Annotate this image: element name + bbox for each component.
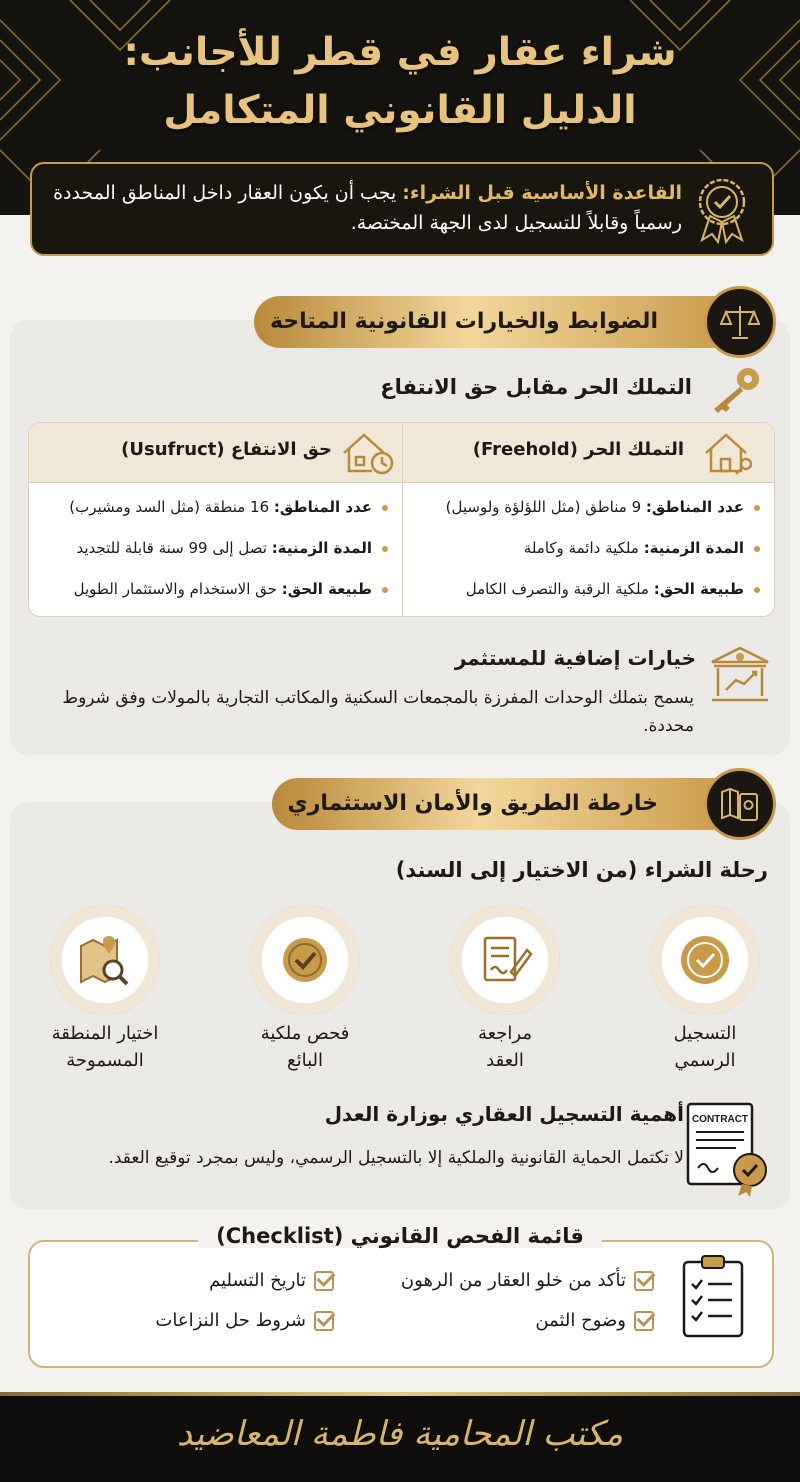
- map-search-icon: [77, 932, 133, 988]
- step-contract-review: [450, 905, 560, 1015]
- journey-title: رحلة الشراء (من الاختيار إلى السند): [395, 858, 768, 882]
- basic-rule-body: يجب أن يكون العقار داخل المناطق المحددة رسمياً وقابلاً للتسجيل لدى الجهة المختصة.: [53, 182, 682, 234]
- section-title-legal-options: الضوابط والخيارات القانونية المتاحة: [254, 296, 736, 348]
- freehold-row: طبيعة الحق: ملكية الرقبة والتصرف الكامل: [466, 580, 760, 598]
- checklist-item[interactable]: شروط حل النزاعات: [155, 1310, 334, 1331]
- checklist-item[interactable]: تأكد من خلو العقار من الرهون: [401, 1270, 654, 1291]
- checklist-item[interactable]: وضوح الثمن: [535, 1310, 654, 1331]
- checklist-title: قائمة الفحص القانوني (Checklist): [0, 1224, 800, 1248]
- usufruct-column: [29, 423, 402, 617]
- freehold-header: [401, 423, 774, 483]
- badge-check-icon: [692, 176, 752, 244]
- extra-options-title: خيارات إضافية للمستثمر: [454, 646, 696, 670]
- scales-icon: [720, 302, 760, 342]
- step-label: اختيار المنطقة المسموحة: [51, 1023, 159, 1071]
- house-clock-icon: [342, 431, 394, 475]
- checkbox-checked-icon[interactable]: [634, 1271, 654, 1291]
- checklist-item[interactable]: تاريخ التسليم: [209, 1270, 334, 1291]
- step-label: التسجيل الرسمي: [673, 1023, 737, 1071]
- freehold-heading: التملك الحر (Freehold): [472, 439, 684, 460]
- contract-word: CONTRACT: [691, 1114, 749, 1125]
- checkbox-checked-icon[interactable]: [634, 1311, 654, 1331]
- subtitle-freehold-vs-usufruct: التملك الحر مقابل حق الانتفاع: [380, 375, 692, 399]
- extra-options-text: يسمح بتملك الوحدات المفرزة بالمجمعات السكنية والمكاتب التجارية بالمولات وفق شروط محددة.: [62, 688, 694, 736]
- checkbox-checked-icon[interactable]: [314, 1311, 334, 1331]
- footer-divider: [0, 1392, 800, 1396]
- document-pen-icon: [477, 932, 533, 988]
- clipboard-icon: [680, 1252, 746, 1340]
- page-title-line2: الدليل القانوني المتكامل: [163, 88, 637, 133]
- registration-text: لا تكتمل الحماية القانونية والملكية إلا بالتسجيل الرسمي، وليس بمجرد توقيع العقد.: [108, 1148, 684, 1168]
- checkbox-checked-icon[interactable]: [314, 1271, 334, 1291]
- checklist-box: [28, 1240, 774, 1368]
- usufruct-row: طبيعة الحق: حق الاستخدام والاستثمار الطويل: [74, 580, 388, 598]
- freehold-row: المدة الزمنية: ملكية دائمة وكاملة: [524, 539, 760, 557]
- usufruct-heading: حق الانتفاع (Usufruct): [121, 439, 332, 460]
- freehold-row: عدد المناطق: 9 مناطق (مثل اللؤلؤة ولوسيل): [446, 498, 760, 516]
- step-official-registration: [650, 905, 760, 1015]
- section-icon-circle: [704, 286, 776, 358]
- comparison-table: [28, 422, 775, 617]
- usufruct-header: [29, 423, 402, 483]
- footer: [0, 1392, 800, 1482]
- page-title-line1: شراء عقار في قطر للأجانب:: [123, 30, 677, 75]
- section-title-roadmap: خارطة الطريق والأمان الاستثماري: [272, 778, 736, 830]
- column-divider: [402, 423, 403, 617]
- key-icon: [708, 365, 762, 415]
- registration-title: أهمية التسجيل العقاري بوزارة العدل: [324, 1102, 684, 1126]
- step-seller-ownership-check: [250, 905, 360, 1015]
- map-passport-icon: [720, 784, 760, 824]
- basic-rule-box: [30, 162, 774, 256]
- house-key-icon: [702, 431, 754, 475]
- step-label: مراجعة العقد: [477, 1023, 533, 1071]
- basic-rule-label: القاعدة الأساسية قبل الشراء:: [402, 182, 682, 204]
- basic-rule-text: [52, 178, 682, 238]
- check-circle-icon: [277, 932, 333, 988]
- contract-icon: [680, 1098, 772, 1198]
- step-choose-permitted-zone: [50, 905, 160, 1015]
- section-icon-circle: [704, 768, 776, 840]
- bank-growth-icon: [708, 644, 772, 706]
- step-label: فحص ملكية البائع: [260, 1023, 350, 1071]
- usufruct-row: عدد المناطق: 16 منطقة (مثل السد ومشيرب): [69, 498, 388, 516]
- usufruct-row: المدة الزمنية: تصل إلى 99 سنة قابلة للتجديد: [76, 539, 388, 557]
- footer-brand: مكتب المحامية فاطمة المعاضيد: [176, 1414, 624, 1454]
- seal-icon: [677, 932, 733, 988]
- freehold-column: [401, 423, 774, 617]
